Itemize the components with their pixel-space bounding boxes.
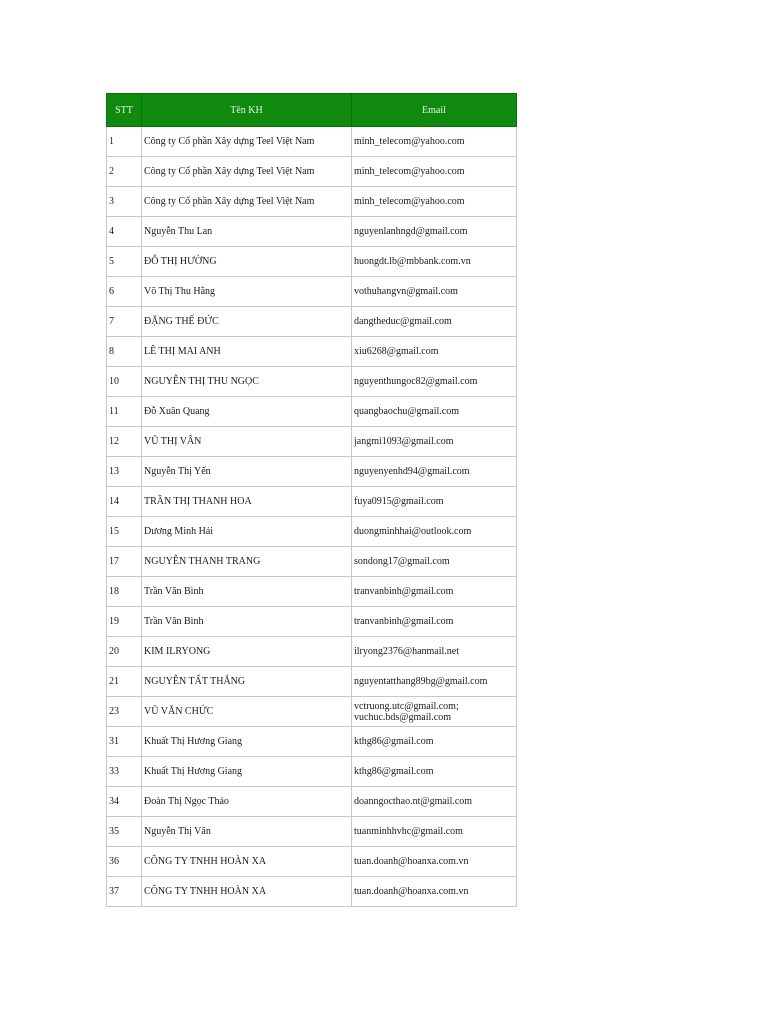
cell-customer-name: ĐẶNG THẾ ĐỨC <box>142 307 352 337</box>
header-name: Tên KH <box>142 94 352 127</box>
table-header <box>107 94 517 127</box>
cell-customer-name: VŨ THỊ VÂN <box>142 427 352 457</box>
cell-stt: 20 <box>107 637 142 667</box>
cell-email: minh_telecom@yahoo.com <box>352 187 517 217</box>
table-row <box>107 157 517 187</box>
table-row <box>107 547 517 577</box>
table-row <box>107 307 517 337</box>
header-row <box>107 94 517 127</box>
cell-customer-name: Nguyễn Thị Vân <box>142 817 352 847</box>
table-row <box>107 127 517 157</box>
cell-stt: 33 <box>107 757 142 787</box>
cell-email: tuan.doanh@hoanxa.com.vn <box>352 877 517 907</box>
cell-email: fuya0915@gmail.com <box>352 487 517 517</box>
table-row <box>107 877 517 907</box>
cell-customer-name: Đỗ Xuân Quang <box>142 397 352 427</box>
table-row <box>107 697 517 727</box>
table-row <box>107 247 517 277</box>
cell-stt: 17 <box>107 547 142 577</box>
cell-stt: 7 <box>107 307 142 337</box>
cell-stt: 36 <box>107 847 142 877</box>
customer-table <box>106 93 517 907</box>
table-row <box>107 517 517 547</box>
cell-email: quangbaochu@gmail.com <box>352 397 517 427</box>
cell-email: duongminhhai@outlook.com <box>352 517 517 547</box>
table-row <box>107 217 517 247</box>
cell-stt: 35 <box>107 817 142 847</box>
cell-customer-name: KIM ILRYONG <box>142 637 352 667</box>
cell-stt: 3 <box>107 187 142 217</box>
cell-customer-name: Nguyễn Thị Yến <box>142 457 352 487</box>
cell-email: nguyentatthang89bg@gmail.com <box>352 667 517 697</box>
cell-customer-name: Dương Minh Hải <box>142 517 352 547</box>
cell-email: dangtheduc@gmail.com <box>352 307 517 337</box>
cell-stt: 10 <box>107 367 142 397</box>
cell-email: nguyenyenhd94@gmail.com <box>352 457 517 487</box>
header-email: Email <box>352 94 517 127</box>
cell-customer-name: Công ty Cổ phần Xây dựng Teel Việt Nam <box>142 127 352 157</box>
cell-email: nguyenthungoc82@gmail.com <box>352 367 517 397</box>
cell-customer-name: ĐỖ THỊ HƯỜNG <box>142 247 352 277</box>
cell-customer-name: CÔNG TY TNHH HOÀN XA <box>142 847 352 877</box>
cell-stt: 13 <box>107 457 142 487</box>
table-body <box>107 127 517 907</box>
cell-email: huongdt.lb@mbbank.com.vn <box>352 247 517 277</box>
cell-customer-name: Công ty Cổ phần Xây dựng Teel Việt Nam <box>142 187 352 217</box>
table-row <box>107 187 517 217</box>
cell-customer-name: TRẦN THỊ THANH HOA <box>142 487 352 517</box>
table-row <box>107 787 517 817</box>
cell-stt: 11 <box>107 397 142 427</box>
cell-email: vothuhangvn@gmail.com <box>352 277 517 307</box>
cell-email: minh_telecom@yahoo.com <box>352 127 517 157</box>
table-row <box>107 757 517 787</box>
cell-email: tuan.doanh@hoanxa.com.vn <box>352 847 517 877</box>
cell-stt: 37 <box>107 877 142 907</box>
table-row <box>107 607 517 637</box>
cell-stt: 23 <box>107 697 142 727</box>
table-row <box>107 637 517 667</box>
cell-email: tuanminhhvhc@gmail.com <box>352 817 517 847</box>
cell-customer-name: Khuất Thị Hương Giang <box>142 727 352 757</box>
cell-stt: 6 <box>107 277 142 307</box>
cell-email: vctruong.utc@gmail.com; vuchuc.bds@gmail.com <box>352 697 517 727</box>
cell-stt: 21 <box>107 667 142 697</box>
cell-customer-name: Võ Thị Thu Hằng <box>142 277 352 307</box>
table-row <box>107 367 517 397</box>
cell-customer-name: VŨ VĂN CHỨC <box>142 697 352 727</box>
table-row <box>107 427 517 457</box>
cell-email: jangmi1093@gmail.com <box>352 427 517 457</box>
cell-customer-name: NGUYỄN THANH TRANG <box>142 547 352 577</box>
cell-stt: 18 <box>107 577 142 607</box>
table-row <box>107 487 517 517</box>
cell-customer-name: CÔNG TY TNHH HOÀN XA <box>142 877 352 907</box>
cell-customer-name: Trần Văn Bình <box>142 607 352 637</box>
cell-email: kthg86@gmail.com <box>352 727 517 757</box>
cell-customer-name: NGUYỄN THỊ THU NGỌC <box>142 367 352 397</box>
cell-email: nguyenlanhngd@gmail.com <box>352 217 517 247</box>
cell-customer-name: LÊ THỊ MAI ANH <box>142 337 352 367</box>
cell-stt: 15 <box>107 517 142 547</box>
cell-customer-name: Khuất Thị Hương Giang <box>142 757 352 787</box>
table-row <box>107 727 517 757</box>
table-row <box>107 847 517 877</box>
cell-email: kthg86@gmail.com <box>352 757 517 787</box>
table-row <box>107 817 517 847</box>
cell-email: xiu6268@gmail.com <box>352 337 517 367</box>
cell-stt: 2 <box>107 157 142 187</box>
cell-stt: 1 <box>107 127 142 157</box>
cell-email: tranvanbinh@gmail.com <box>352 607 517 637</box>
cell-customer-name: Trần Văn Bình <box>142 577 352 607</box>
cell-email: minh_telecom@yahoo.com <box>352 157 517 187</box>
cell-stt: 31 <box>107 727 142 757</box>
cell-customer-name: Đoàn Thị Ngọc Thảo <box>142 787 352 817</box>
table-row <box>107 577 517 607</box>
cell-stt: 5 <box>107 247 142 277</box>
cell-customer-name: NGUYỄN TẤT THẮNG <box>142 667 352 697</box>
cell-stt: 12 <box>107 427 142 457</box>
cell-stt: 19 <box>107 607 142 637</box>
cell-email: doanngocthao.nt@gmail.com <box>352 787 517 817</box>
cell-stt: 14 <box>107 487 142 517</box>
table-row <box>107 667 517 697</box>
table-row <box>107 397 517 427</box>
cell-email: sondong17@gmail.com <box>352 547 517 577</box>
cell-stt: 8 <box>107 337 142 367</box>
cell-email: ilryong2376@hanmail.net <box>352 637 517 667</box>
cell-customer-name: Công ty Cổ phần Xây dựng Teel Việt Nam <box>142 157 352 187</box>
cell-stt: 34 <box>107 787 142 817</box>
cell-email: tranvanbinh@gmail.com <box>352 577 517 607</box>
table-row <box>107 457 517 487</box>
table-row <box>107 277 517 307</box>
table-row <box>107 337 517 367</box>
cell-customer-name: Nguyễn Thu Lan <box>142 217 352 247</box>
header-stt: STT <box>107 94 142 127</box>
cell-stt: 4 <box>107 217 142 247</box>
